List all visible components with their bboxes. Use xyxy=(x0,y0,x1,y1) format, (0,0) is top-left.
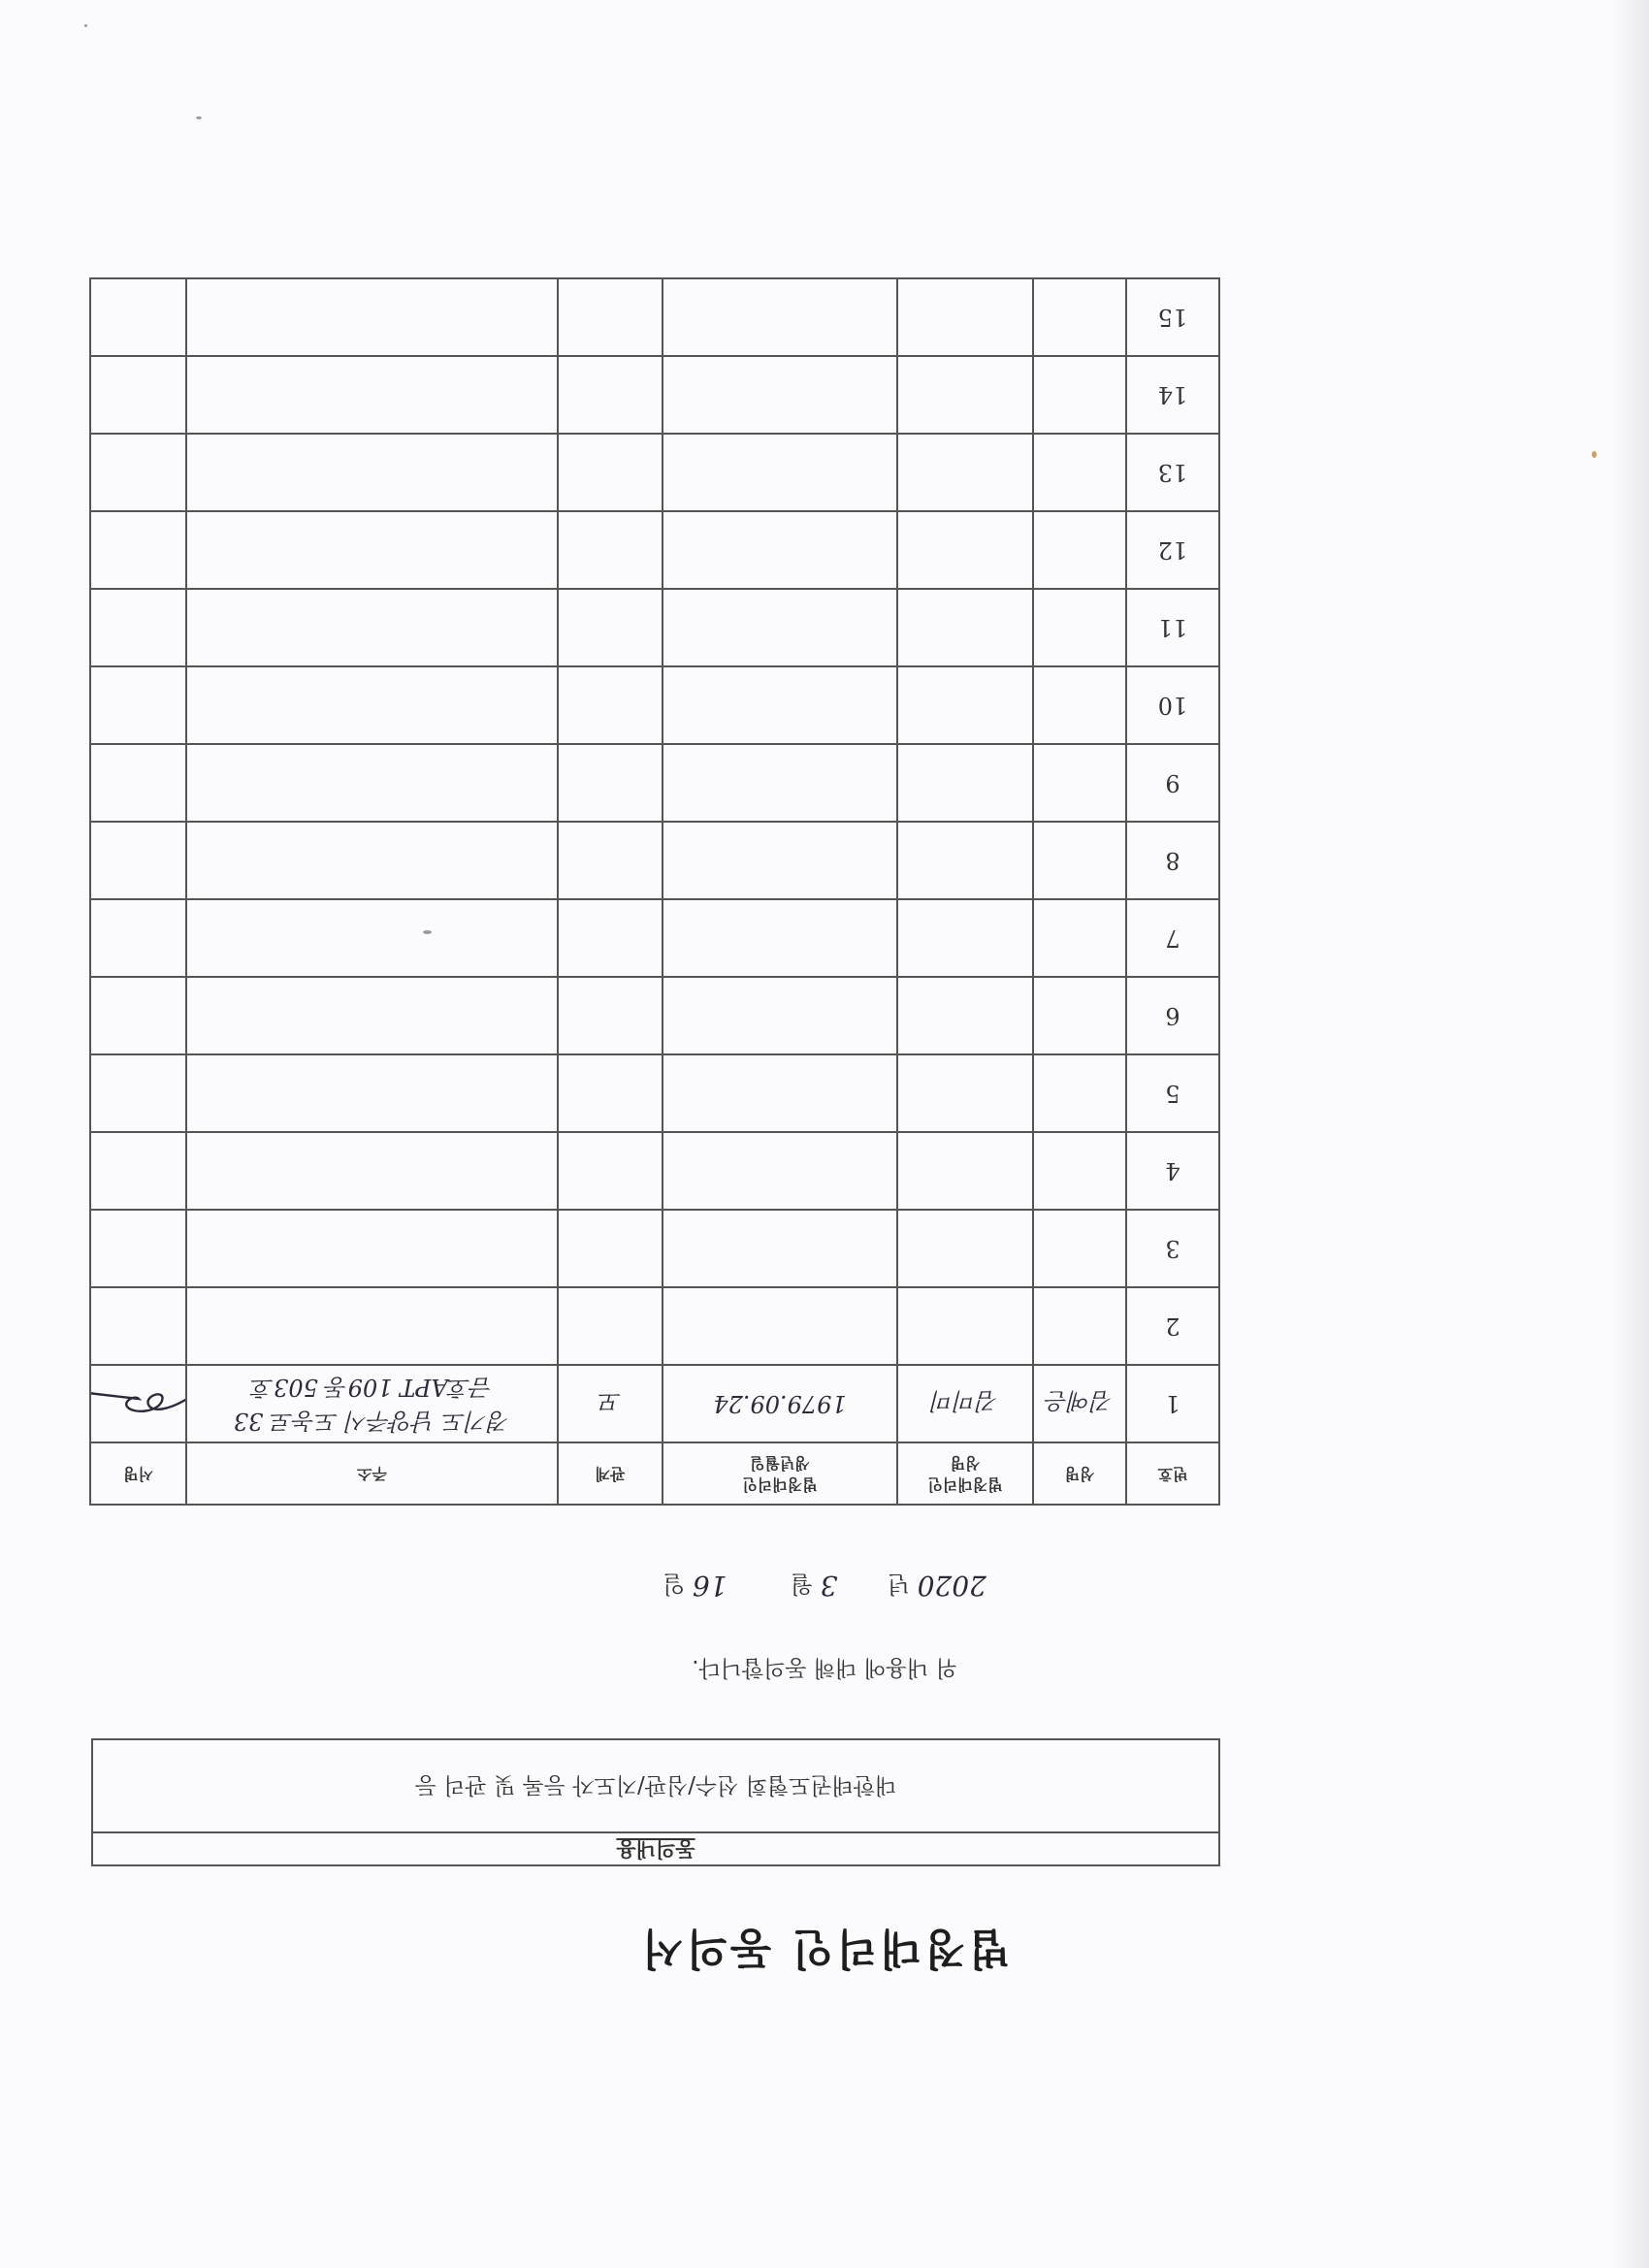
row-signature xyxy=(90,278,186,356)
header-signature: 서명 xyxy=(90,1442,186,1505)
row-address xyxy=(186,744,558,822)
row-signature xyxy=(90,356,186,434)
row-address xyxy=(186,434,558,511)
row-guardian-name xyxy=(897,666,1033,744)
row-signature xyxy=(90,1132,186,1210)
row-name xyxy=(1033,744,1126,822)
row-signature xyxy=(90,899,186,977)
row-guardian-birth xyxy=(663,1287,897,1365)
row-address xyxy=(186,822,558,899)
row-guardian-name: 김미미 xyxy=(897,1365,1033,1442)
row-no: 8 xyxy=(1126,822,1219,899)
table-row xyxy=(90,666,1219,744)
row-guardian-name xyxy=(897,899,1033,977)
table-row xyxy=(90,822,1219,899)
row-guardian-birth xyxy=(663,511,897,589)
row-relation xyxy=(558,511,663,589)
row-no: 7 xyxy=(1126,899,1219,977)
row-no: 3 xyxy=(1126,1210,1219,1287)
row-guardian-name xyxy=(897,589,1033,666)
consent-heading: 동의내용 xyxy=(93,1831,1218,1864)
row-guardian-birth xyxy=(663,434,897,511)
row-guardian-birth xyxy=(663,899,897,977)
row-address xyxy=(186,1287,558,1365)
row-relation: 모 xyxy=(558,1365,663,1442)
table-row xyxy=(90,1365,1219,1442)
handwritten-signature xyxy=(90,1379,186,1428)
header-guardian-name-line2: 성명 xyxy=(950,1454,981,1473)
row-no: 15 xyxy=(1126,278,1219,356)
row-address xyxy=(186,899,558,977)
row-guardian-birth xyxy=(663,356,897,434)
row-guardian-name xyxy=(897,434,1033,511)
consent-body-text: 대한태권도협회 선수/심판/지도자 등록 및 관리 등 xyxy=(414,1772,897,1798)
header-guardian-name xyxy=(897,1442,1033,1505)
row-relation xyxy=(558,666,663,744)
row-relation xyxy=(558,278,663,356)
consent-content-box xyxy=(91,1738,1220,1866)
row-relation xyxy=(558,1210,663,1287)
row-address xyxy=(186,1054,558,1132)
row-address xyxy=(186,511,558,589)
row-relation xyxy=(558,822,663,899)
row-guardian-birth xyxy=(663,1210,897,1287)
row-no: 6 xyxy=(1126,977,1219,1054)
row-relation xyxy=(558,356,663,434)
header-name: 성명 xyxy=(1033,1442,1126,1505)
table-row xyxy=(90,511,1219,589)
row-guardian-birth xyxy=(663,1054,897,1132)
row-guardian-name xyxy=(897,1210,1033,1287)
row-name xyxy=(1033,511,1126,589)
row-signature xyxy=(90,434,186,511)
row-name xyxy=(1033,356,1126,434)
row-guardian-birth xyxy=(663,977,897,1054)
row-signature xyxy=(90,977,186,1054)
row-address xyxy=(186,1210,558,1287)
row-relation xyxy=(558,589,663,666)
date-day-unit: 일 xyxy=(663,1571,686,1598)
date-month: 3 xyxy=(820,1570,838,1602)
table-row xyxy=(90,1054,1219,1132)
row-address xyxy=(186,278,558,356)
table-row xyxy=(90,1287,1219,1365)
row-signature xyxy=(90,744,186,822)
row-guardian-birth xyxy=(663,744,897,822)
row-no: 2 xyxy=(1126,1287,1219,1365)
row-guardian-birth xyxy=(663,278,897,356)
row-no: 4 xyxy=(1126,1132,1219,1210)
row-name xyxy=(1033,822,1126,899)
table-row xyxy=(90,1132,1219,1210)
row-relation xyxy=(558,744,663,822)
row-signature xyxy=(90,822,186,899)
row-name xyxy=(1033,589,1126,666)
date-year: 2020 xyxy=(917,1570,986,1602)
row-guardian-birth xyxy=(663,589,897,666)
header-guardian-birth-line1: 법정대리인 xyxy=(742,1474,818,1494)
row-relation xyxy=(558,434,663,511)
row-no: 10 xyxy=(1126,666,1219,744)
row-relation xyxy=(558,1287,663,1365)
row-address xyxy=(186,1132,558,1210)
row-guardian-name xyxy=(897,744,1033,822)
row-name xyxy=(1033,666,1126,744)
row-guardian-name xyxy=(897,1132,1033,1210)
table-row xyxy=(90,977,1219,1054)
table-row xyxy=(90,744,1219,822)
guardian-signature-table xyxy=(89,277,1220,1506)
row-guardian-name xyxy=(897,822,1033,899)
document-title: 법정대리인 동의서 xyxy=(638,1924,1011,1973)
row-name xyxy=(1033,434,1126,511)
row-address xyxy=(186,977,558,1054)
row-no: 13 xyxy=(1126,434,1219,511)
row-name xyxy=(1033,1287,1126,1365)
table-row xyxy=(90,589,1219,666)
header-no: 번호 xyxy=(1126,1442,1219,1505)
row-name: 김예은 xyxy=(1033,1365,1126,1442)
row-guardian-name xyxy=(897,278,1033,356)
row-address xyxy=(186,589,558,666)
header-address: 주소 xyxy=(186,1442,558,1505)
scan-speck xyxy=(1592,451,1597,458)
table-row xyxy=(90,278,1219,356)
row-name xyxy=(1033,278,1126,356)
row-name xyxy=(1033,1054,1126,1132)
row-relation xyxy=(558,1132,663,1210)
row-signature xyxy=(90,1054,186,1132)
row-signature xyxy=(90,589,186,666)
scan-speck xyxy=(423,930,432,934)
row-no: 12 xyxy=(1126,511,1219,589)
row-signature xyxy=(90,666,186,744)
table-row xyxy=(90,434,1219,511)
row-signature xyxy=(90,1287,186,1365)
row-relation xyxy=(558,1054,663,1132)
row-guardian-name xyxy=(897,1287,1033,1365)
table-row xyxy=(90,356,1219,434)
table-row xyxy=(90,1210,1219,1287)
row-address xyxy=(186,1365,558,1442)
date-month-unit: 월 xyxy=(790,1571,814,1598)
row-guardian-birth: 1979.09.24 xyxy=(663,1365,897,1442)
row-address xyxy=(186,666,558,744)
row-address-line1: 경기도 남양주시 도농로 33 xyxy=(233,1407,511,1435)
date-year-unit: 년 xyxy=(887,1571,910,1598)
scan-speck xyxy=(196,116,202,119)
row-signature xyxy=(90,1365,186,1442)
row-guardian-birth xyxy=(663,1132,897,1210)
row-guardian-name xyxy=(897,977,1033,1054)
scan-speck xyxy=(84,24,87,27)
row-name xyxy=(1033,1210,1126,1287)
row-no: 14 xyxy=(1126,356,1219,434)
row-signature xyxy=(90,1210,186,1287)
header-guardian-birth xyxy=(663,1442,897,1505)
row-name xyxy=(1033,977,1126,1054)
row-name xyxy=(1033,1132,1126,1210)
header-guardian-birth-line2: 생년월일 xyxy=(750,1454,810,1473)
row-relation xyxy=(558,899,663,977)
header-relation: 관계 xyxy=(558,1442,663,1505)
row-no: 9 xyxy=(1126,744,1219,822)
row-address xyxy=(186,356,558,434)
row-no: 1 xyxy=(1126,1365,1219,1442)
row-guardian-birth xyxy=(663,666,897,744)
row-guardian-name xyxy=(897,356,1033,434)
table-header-row xyxy=(90,1442,1219,1505)
agreement-statement: 위 내용에 대해 동의합니다. xyxy=(692,1655,957,1680)
header-guardian-name-line1: 법정대리인 xyxy=(927,1474,1003,1494)
table-row xyxy=(90,899,1219,977)
row-guardian-name xyxy=(897,511,1033,589)
row-address-line2: 금호APT 109동 503호 xyxy=(250,1374,494,1401)
row-guardian-name xyxy=(897,1054,1033,1132)
date-day: 16 xyxy=(692,1570,728,1602)
date-line xyxy=(0,1570,1649,1604)
row-relation xyxy=(558,977,663,1054)
row-no: 11 xyxy=(1126,589,1219,666)
row-signature xyxy=(90,511,186,589)
row-name xyxy=(1033,899,1126,977)
row-guardian-birth xyxy=(663,822,897,899)
row-no: 5 xyxy=(1126,1054,1219,1132)
